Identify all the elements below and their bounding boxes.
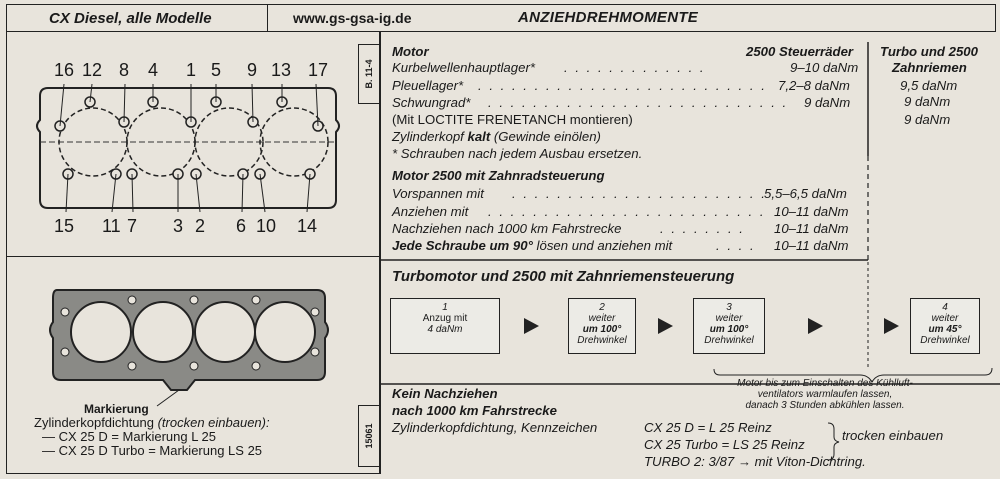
gasket-heading: Zylinderkopfdichtung (trocken einbauen):	[34, 415, 270, 430]
tightening-step-3: 3 weiter um 100° Drehwinkel	[693, 298, 765, 354]
dot-leader: . . . . . . . . . . . . . . . . . . . . . . . . . .	[478, 78, 767, 93]
bolt-number: 14	[297, 216, 318, 236]
bolt-number: 16	[54, 60, 75, 80]
torque-row-value: 5,5–6,5 daNm	[764, 186, 847, 201]
gasket-item: — CX 25 D Turbo = Markierung LS 25	[42, 443, 263, 458]
torque-row-label: Nachziehen nach 1000 km Fahrstrecke	[392, 221, 622, 236]
bolt-number: 12	[82, 60, 103, 80]
bolt-number: 17	[308, 60, 329, 80]
torque-row-value: 9–10 daNm	[790, 60, 859, 75]
step-arrow-icon	[808, 318, 823, 334]
screw-replace-note: * Schrauben nach jedem Ausbau ersetzen.	[392, 146, 643, 161]
turbo-value: 9 daNm	[904, 112, 951, 127]
dot-leader: . . . . . . . . . . . . . . . . . . . . . . .	[512, 186, 767, 201]
jede-schraube-row: Jede Schraube um 90° lösen und anziehen mit	[392, 238, 673, 253]
tightening-step-4: 4 weiter um 45° Drehwinkel	[910, 298, 980, 354]
trocken-einbauen: trocken einbauen	[842, 428, 944, 443]
bolt-number: 9	[247, 60, 258, 80]
figure-tag: B. 11-4	[358, 44, 380, 104]
gasket-item: — CX 25 D = Markierung L 25	[42, 429, 217, 444]
kein-nachziehen-heading: Kein Nachziehen	[392, 386, 498, 401]
loctite-note: (Mit LOCTITE FRENETANCH montieren)	[392, 112, 633, 127]
motor2500-heading: Motor 2500 mit Zahnradsteuerung	[392, 168, 605, 183]
bolt-number: 8	[119, 60, 130, 80]
torque-row-label: Anziehen mit	[392, 204, 469, 219]
turbo-procedure-heading: Turbomotor und 2500 mit Zahnriemensteuerung	[392, 268, 735, 285]
torque-row-value: 10–11 daNm	[774, 221, 849, 236]
figure-tag-2: 15061	[358, 405, 380, 467]
page-title: ANZIEHDREHMOMENTE	[518, 9, 699, 26]
turbo-value: 9 daNm	[904, 94, 951, 109]
gasket-marking-label: Markierung	[84, 402, 149, 416]
bolt-number: 15	[54, 216, 75, 236]
bolt-sequence-diagram	[30, 70, 350, 220]
turbo-heading-2: Zahnriemen	[892, 60, 967, 75]
zylinderkopf-note: Zylinderkopf kalt (Gewinde einölen)	[392, 129, 601, 144]
torque-row-label: Pleuellager*	[392, 78, 464, 93]
bolt-number: 7	[127, 216, 138, 236]
head-gasket-illustration	[45, 282, 335, 412]
bolt-number: 2	[195, 216, 206, 236]
steuerraeder-heading: 2500 Steuerräder	[746, 44, 854, 59]
source-url[interactable]: www.gs-gsa-ig.de	[293, 10, 412, 26]
torque-row-label: Schwungrad*	[392, 95, 471, 110]
tightening-step-1: 1 Anzug mit 4 daNm	[390, 298, 500, 354]
turbo-heading: Turbo und 2500	[880, 44, 978, 59]
dot-leader: . . . . . . . . . . . . . . . . . . . . . . . . .	[488, 204, 766, 219]
dichtung-cx25d: CX 25 D = L 25 Reinz	[644, 420, 772, 435]
bolt-number: 13	[271, 60, 292, 80]
torque-row-label: Kurbelwellenhauptlager*	[392, 60, 535, 75]
model-title: CX Diesel, alle Modelle	[6, 4, 268, 32]
dichtung-label: Zylinderkopfdichtung, Kennzeichen	[392, 420, 598, 435]
dot-leader: . . . . . . . . . . . . . . . . . . . . . . . . . . .	[488, 95, 789, 110]
turbo2-note: TURBO 2: 3/87 → mit Viton-Dichtring.	[644, 454, 866, 469]
bolt-number: 3	[173, 216, 184, 236]
bolt-number: 11	[102, 216, 121, 236]
bolt-number: 6	[236, 216, 247, 236]
motor-heading: Motor	[392, 44, 429, 59]
bolt-number: 4	[148, 60, 159, 80]
warmup-note: Motor bis zum Einschalten des Kühlluft- ventilators warmlaufen lassen, danach 3 Stunden abkühlen lassen.	[737, 378, 913, 411]
bolt-number: 10	[256, 216, 277, 236]
dot-leader: . . . . . . . . . . . . .	[564, 60, 706, 75]
step-arrow-icon	[658, 318, 673, 334]
bolt-number: 5	[211, 60, 222, 80]
torque-row-value: 9 daNm	[804, 95, 851, 110]
torque-row-label: Vorspannen mit	[392, 186, 484, 201]
dot-leader: . . . . . . . .	[660, 221, 745, 236]
tightening-step-2: 2 weiter um 100° Drehwinkel	[568, 298, 636, 354]
bolt-number: 1	[186, 60, 197, 80]
torque-row-value: 7,2–8 daNm	[778, 78, 850, 93]
kein-nachziehen-heading-2: nach 1000 km Fahrstrecke	[392, 403, 557, 418]
left-panel-divider	[6, 256, 380, 257]
turbo-value: 9,5 daNm	[900, 78, 958, 93]
step-arrow-icon	[884, 318, 899, 334]
torque-row-value: 10–11 daNm	[774, 204, 849, 219]
dot-leader: . . . .	[716, 238, 756, 253]
dichtung-cx25turbo: CX 25 Turbo = LS 25 Reinz	[644, 437, 805, 452]
step-arrow-icon	[524, 318, 539, 334]
torque-row-value: 10–11 daNm	[774, 238, 849, 253]
